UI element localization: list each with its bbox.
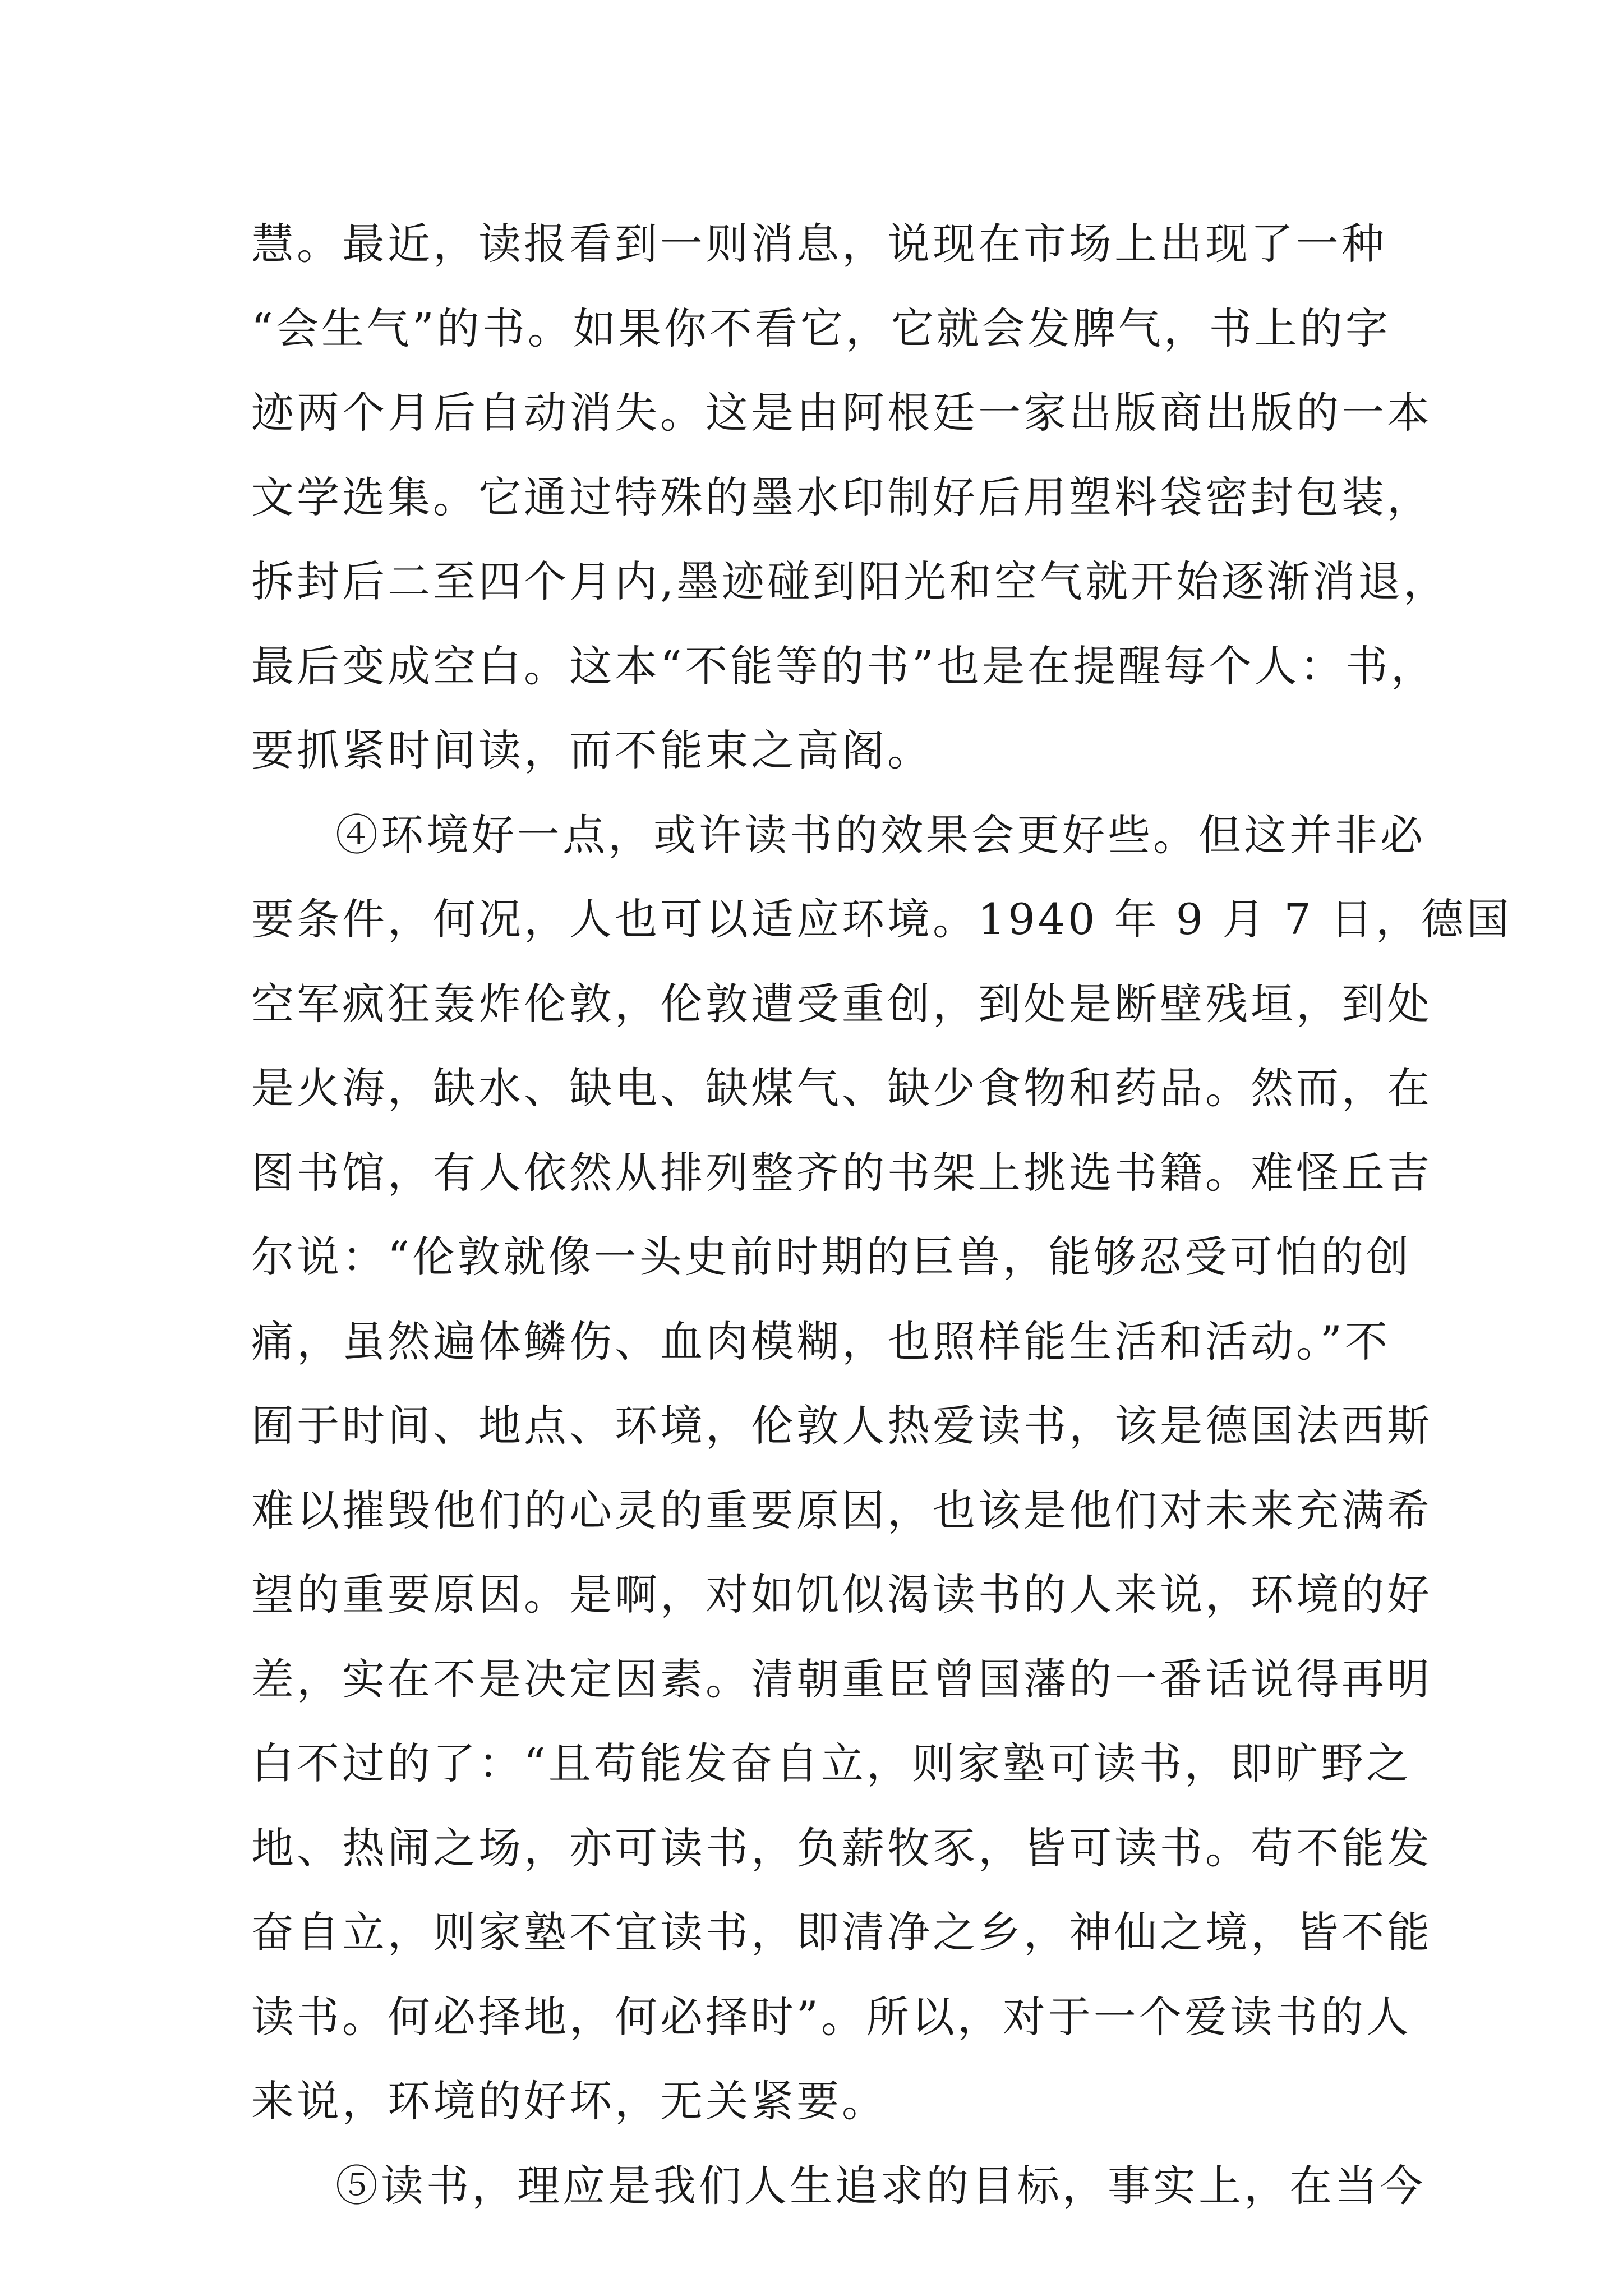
text-line: 迹两个月后自动消失。这是由阿根廷一家出版商出版的一本 <box>251 388 1432 438</box>
text-line: 读书。何必择地，何必择时”。所以，对于一个爱读书的人 <box>251 1991 1412 2042</box>
document-page <box>251 202 1512 2228</box>
text-line: 望的重要原因。是啊，对如饥似渴读书的人来说，环境的好 <box>251 1570 1432 1619</box>
text-line: 拆封后二至四个月内,墨迹碰到阳光和空气就开始逐渐消退， <box>251 556 1449 606</box>
text-line: 囿于时间、地点、环境，伦敦人热爱读书，该是德国法西斯 <box>251 1401 1432 1451</box>
text-line: 慧。最近，读报看到一则消息，说现在市场上出现了一种 <box>251 219 1387 269</box>
text-line: “会生气”的书。如果你不看它，它就会发脾气，书上的字 <box>251 303 1391 353</box>
text-line: 差，实在不是决定因素。清朝重臣曾国藩的一番话说得再明 <box>251 1654 1432 1704</box>
body-text <box>251 202 1512 2228</box>
text-line: 要条件，何况，人也可以适应环境。1940 年 9 月 7 日，德国 <box>251 894 1512 944</box>
text-line: 来说，环境的好坏，无关紧要。 <box>251 2076 887 2126</box>
text-line: 奋自立，则家塾不宜读书，即清净之乡，神仙之境，皆不能 <box>251 1907 1432 1957</box>
text-line: 尔说：“伦敦就像一头史前时期的巨兽，能够忍受可怕的创 <box>251 1232 1412 1282</box>
text-line: 地、热闹之场，亦可读书，负薪牧豕，皆可读书。苟不能发 <box>251 1823 1432 1873</box>
text-line: 文学选集。它通过特殊的墨水印制好后用塑料袋密封包装， <box>251 472 1432 522</box>
text-line: 图书馆，有人依然从排列整齐的书架上挑选书籍。难怪丘吉 <box>251 1147 1432 1198</box>
text-line: 空军疯狂轰炸伦敦，伦敦遭受重创，到处是断壁残垣，到处 <box>251 978 1432 1029</box>
text-line: 要抓紧时间读，而不能束之高阁。 <box>251 725 933 775</box>
text-line: ⑤读书，理应是我们人生追求的目标，事实上，在当今 <box>335 2160 1426 2211</box>
text-line: 白不过的了：“且苟能发奋自立，则家塾可读书，即旷野之 <box>251 1738 1412 1788</box>
text-line: ④环境好一点，或许读书的效果会更好些。但这并非必 <box>335 809 1426 860</box>
text-line: 难以摧毁他们的心灵的重要原因，也该是他们对未来充满希 <box>251 1485 1432 1535</box>
text-line: 是火海，缺水、缺电、缺煤气、缺少食物和药品。然而，在 <box>251 1063 1432 1113</box>
text-line: 最后变成空白。这本“不能等的书”也是在提醒每个人：书， <box>251 641 1436 691</box>
text-line: 痛，虽然遍体鳞伤、血肉模糊，也照样能生活和活动。”不 <box>251 1316 1390 1366</box>
